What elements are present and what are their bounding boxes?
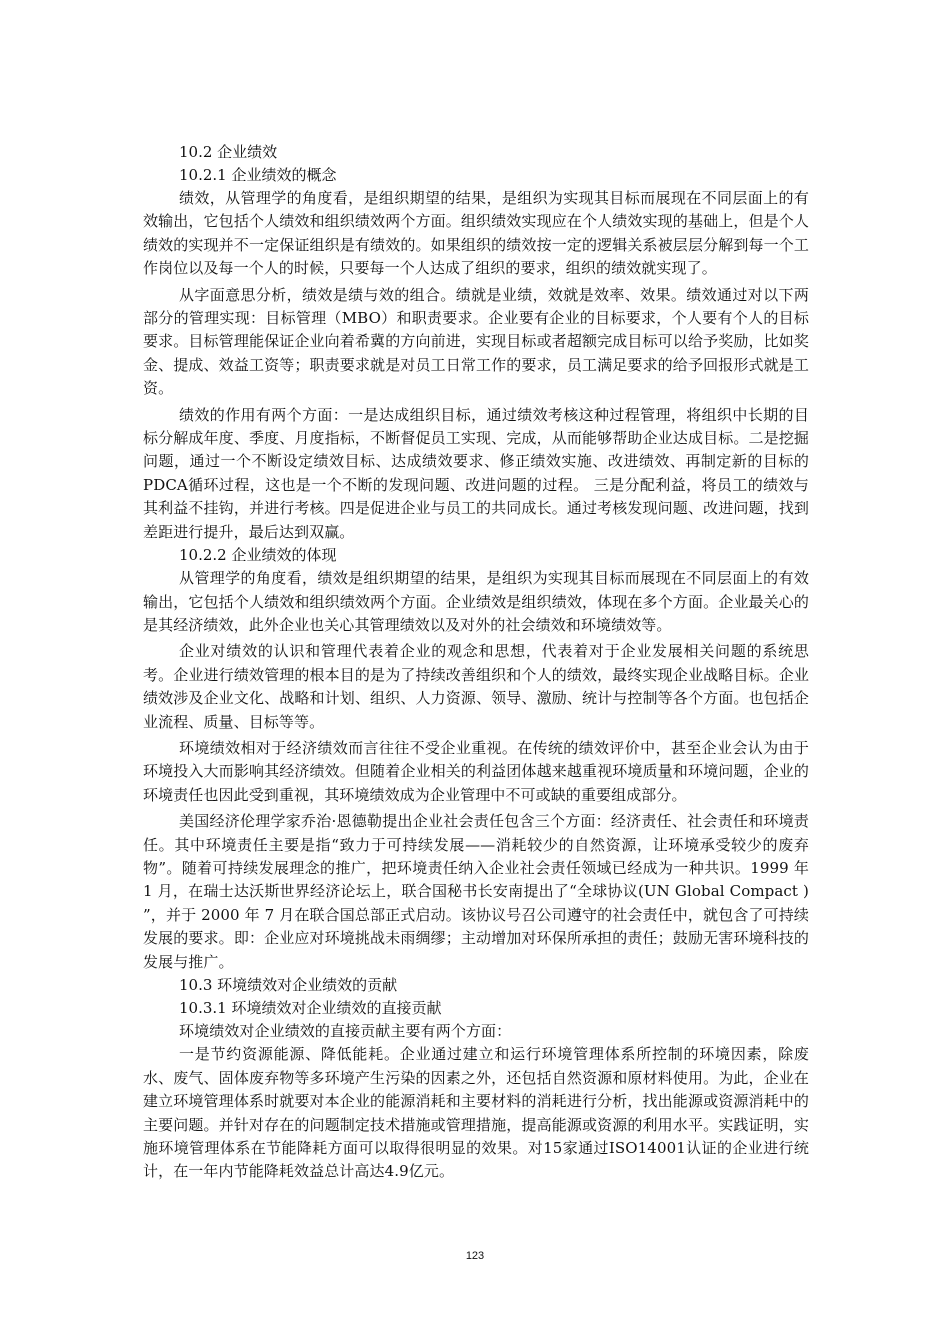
heading-10-3: 10.3 环境绩效对企业绩效的贡献	[179, 976, 398, 994]
paragraph-social-responsibility: 美国经济伦理学家乔治·恩德勒提出企业社会责任包含三个方面：经济责任、社会责任和环境责任。其中环境责任主要是指“致力于可持续发展——消耗较少的自然资源，让环境承受较少的废弃物”。随着可持续发展理念的推广，把环境责任纳入企业社会责任领域已经成为一种共识。1999 年 1 月，在瑞士达沃斯世界经济论坛上，联合国秘书长安南提出了“全球协议(UN Global Compact ) ”，并于 2000 年 7 月在联合国总部正式启动。该协议号召公司遵守的社会责任中，就包含了可持续发展的要求。即：企业应对环境挑战未雨绸缪；主动增加对环保所承担的责任；鼓励无害环境科技的发展与推广。	[143, 812, 809, 971]
paragraph-environmental-performance: 环境绩效相对于经济绩效而言往往不受企业重视。在传统的绩效评价中，甚至企业会认为由于环境投入大而影响其经济绩效。但随着企业相关的利益团体越来越重视环境质量和环境问题，企业的环境责任也因此受到重视，其环境绩效成为企业管理中不可或缺的重要组成部分。	[143, 738, 809, 804]
heading-10-2-1: 10.2.1 企业绩效的概念	[179, 166, 337, 184]
paragraph-performance-management: 企业对绩效的认识和管理代表着企业的观念和思想，代表着对于企业发展相关问题的系统思考。企业进行绩效管理的根本目的是为了持续改善组织和个人的绩效，最终实现企业战略目标。企业绩效涉及企业文化、战略和计划、组织、人力资源、领导、激励、统计与控制等各个方面。也包括企业流程、质量、目标等等。	[143, 642, 809, 731]
paragraph-direct-contribution: 环境绩效对企业绩效的直接贡献主要有两个方面：	[179, 1022, 512, 1040]
paragraph-energy-saving: 一是节约资源能源、降低能耗。企业通过建立和运行环境管理体系所控制的环境因素，除废水、废气、固体废弃物等多环境产生污染的因素之外，还包括自然资源和原材料使用。为此，企业在建立环境管理体系时就要对本企业的能源消耗和主要材料的消耗进行分析，找出能源或资源消耗中的主要问题。并针对存在的问题制定技术措施或管理措施，提高能源或资源的利用水平。实践证明，实施环境管理体系在节能降耗方面可以取得很明显的效果。对15家通过ISO14001认证的企业进行统计，在一年内节能降耗效益总计高达4.9亿元。	[143, 1045, 809, 1181]
heading-10-2: 10.2 企业绩效	[179, 143, 278, 161]
page-number: 123	[465, 1250, 485, 1262]
paragraph-performance-functions: 绩效的作用有两个方面：一是达成组织目标，通过绩效考核这种过程管理，将组织中长期的目标分解成年度、季度、月度指标，不断督促员工实现、完成，从而能够帮助企业达成目标。二是挖掘问题，通过一个不断设定绩效目标、达成绩效要求、修正绩效实施、改进绩效、再制定新的目标的PDCA循环过程，这也是一个不断的发现问题、改进问题的过程。 三是分配利益，将员工的绩效与其利益不挂钩，并进行考核。四是促进企业与员工的共同成长。通过考核发现问题、改进问题，找到差距进行提升，最后达到双赢。	[143, 405, 809, 541]
page-body	[143, 141, 809, 1187]
paragraph-literal-meaning: 从字面意思分析，绩效是绩与效的组合。绩就是业绩，效就是效率、效果。绩效通过对以下两部分的管理实现：目标管理（MBO）和职责要求。企业要有企业的目标要求，个人要有个人的目标要求。目标管理能保证企业向着希冀的方向前进，实现目标或者超额完成目标可以给予奖励，比如奖金、提成、效益工资等；职责要求就是对员工日常工作的要求，员工满足要求的给予回报形式就是工资。	[143, 285, 809, 398]
heading-10-2-2: 10.2.2 企业绩效的体现	[179, 546, 337, 565]
heading-10-3-1: 10.3.1 环境绩效对企业绩效的直接贡献	[179, 999, 442, 1017]
paragraph-enterprise-performance: 从管理学的角度看，绩效是组织期望的结果，是组织为实现其目标而展现在不同层面上的有效输出，它包括个人绩效和组织绩效两个方面。企业绩效是组织绩效，体现在多个方面。企业最关心的是其经济绩效，此外企业也关心其管理绩效以及对外的社会绩效和环境绩效等。	[143, 569, 809, 634]
paragraph-performance-definition: 绩效，从管理学的角度看，是组织期望的结果，是组织为实现其目标而展现在不同层面上的有效输出，它包括个人绩效和组织绩效两个方面。组织绩效实现应在个人绩效实现的基础上，但是个人绩效的实现并不一定保证组织是有绩效的。如果组织的绩效按一定的逻辑关系被层层分解到每一个工作岗位以及每一个人的时候，只要每一个人达成了组织的要求，组织的绩效就实现了。	[143, 189, 809, 278]
